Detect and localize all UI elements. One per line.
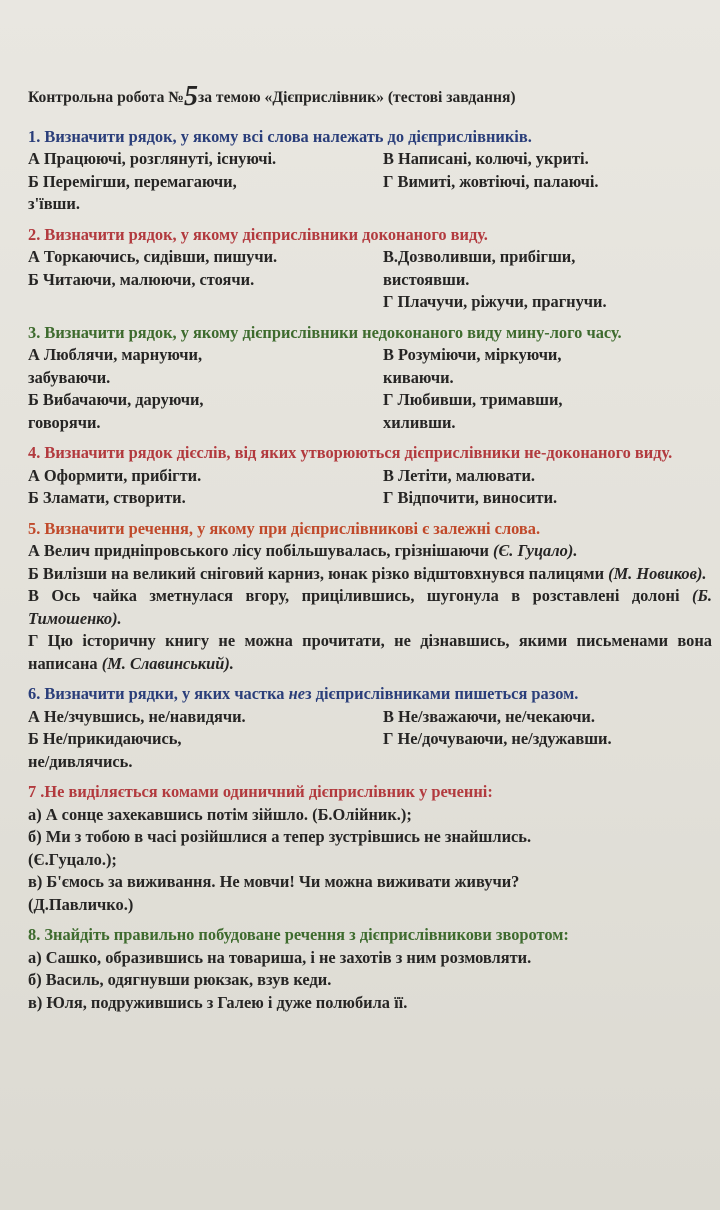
question-4 xyxy=(28,442,712,510)
sentence-author: (М. Новиков). xyxy=(608,563,707,583)
option-g: Г Вимиті, жовтіючі, палаючі. xyxy=(383,171,599,191)
sentence-g xyxy=(28,630,712,675)
option-b-cont: говорячи. xyxy=(28,412,101,432)
particle-ne: не xyxy=(288,684,305,703)
option-g: Г Любивши, тримавши, xyxy=(383,390,563,409)
question-3-options xyxy=(28,344,712,434)
option-v-cont: киваючи. xyxy=(383,367,454,387)
option-a: А Люблячи, марнуючи, xyxy=(28,345,203,364)
question-6-title xyxy=(28,683,712,706)
option-g-cont: хиливши. xyxy=(383,412,456,432)
option-b: Б Перемігши, перемагаючи, xyxy=(28,171,237,191)
question-2 xyxy=(28,224,712,314)
option-a: А Не/зчувшись, не/навидячи. xyxy=(28,706,246,726)
sentence-text: В Ось чайка зметнулася вгору, прицілившись, шугонула в розставлені долоні xyxy=(28,586,680,605)
item-b-cont: (Є.Гуцало.); xyxy=(28,849,117,869)
question-4-title: 4. Визначити рядок дієслів, від яких утворюються дієприслівники не-доконаного виду. xyxy=(28,443,673,462)
question-3 xyxy=(28,322,712,435)
option-a: А Торкаючись, сидівши, пишучи. xyxy=(28,247,278,266)
option-a: А Оформити, прибігти. xyxy=(28,465,202,485)
title-suffix: за темою «Дієприслівник» (тестові завдання) xyxy=(197,89,516,106)
option-b: Б Вибачаючи, даруючи, xyxy=(28,390,204,409)
test-document xyxy=(28,81,712,1022)
option-v: В Летіти, малювати. xyxy=(383,465,536,485)
option-b: Б Зламати, створити. xyxy=(28,488,186,507)
question-1-title: 1. Визначити рядок, у якому всі слова належать до дієприслівників. xyxy=(28,126,532,146)
option-v: В Не/зважаючи, не/чекаючи. xyxy=(383,706,595,726)
sentence-v xyxy=(28,585,712,630)
sentence-author: (Є. Гуцало). xyxy=(493,541,578,560)
option-g: Г Не/дочуваючи, не/здужавши. xyxy=(383,729,612,748)
document-title xyxy=(28,81,712,112)
question-1-options xyxy=(28,148,712,216)
item-a: а) А сонце захекавшись потім зійшло. (Б.Олійник.); xyxy=(28,804,412,824)
title-prefix: Контрольна робота № xyxy=(28,89,184,106)
sentence-a xyxy=(28,540,712,563)
sentence-text: Г Цю історичну книгу не можна прочитати, не дізнавшись, якими письменами вона написана xyxy=(28,631,712,673)
question-7 xyxy=(28,781,712,916)
sentence-author: (М. Славинський). xyxy=(101,653,234,673)
option-v: В Написані, колючі, укриті. xyxy=(383,149,589,168)
question-6 xyxy=(28,683,712,773)
item-a: а) Сашко, образившись на товариша, і не захотів з ним розмовляти. xyxy=(28,947,532,967)
option-v: В Розуміючи, міркуючи, xyxy=(383,345,562,364)
test-number: 5 xyxy=(183,81,198,112)
question-2-options xyxy=(28,246,712,314)
question-2-title: 2. Визначити рядок, у якому дієприслівники доконаного виду. xyxy=(28,224,488,244)
option-v-cont: вистоявши. xyxy=(383,269,470,289)
item-v-cont: (Д.Павличко.) xyxy=(28,894,134,914)
sentence-b xyxy=(28,563,712,586)
question-5-title: 5. Визначити речення, у якому при дієприслівникові є залежні слова. xyxy=(28,518,541,538)
question-3-title: 3. Визначити рядок, у якому дієприслівники недоконаного виду мину-лого часу. xyxy=(28,322,622,342)
question-8-title: 8. Знайдіть правильно побудоване речення з дієприслівникови зворотом: xyxy=(28,925,569,944)
option-g: Г Плачучи, ріжучи, прагнучи. xyxy=(383,292,607,311)
option-b-cont: з'ївши. xyxy=(28,194,80,213)
empty-cell xyxy=(28,291,383,314)
option-a-cont: забуваючи. xyxy=(28,367,111,387)
question-1 xyxy=(28,126,712,216)
empty-cell xyxy=(383,751,712,774)
option-g: Г Відпочити, виносити. xyxy=(383,488,558,507)
option-b: Б Читаючи, малюючи, стоячи. xyxy=(28,269,255,289)
title-part: 6. Визначити рядки, у яких частка xyxy=(28,684,285,703)
question-4-options xyxy=(28,465,712,510)
item-v: в) Юля, подружившись з Галею і дуже полюбила її. xyxy=(28,992,408,1012)
question-6-options xyxy=(28,706,712,774)
title-part: з дієприслівниками пишеться разом. xyxy=(304,684,579,703)
option-a: А Працюючі, розглянуті, існуючі. xyxy=(28,149,277,168)
option-b-cont: не/дивлячись. xyxy=(28,751,133,771)
sentence-text: Б Вилізши на великий сніговий карниз, юнак різко відштовхнувся палицями xyxy=(28,563,605,583)
empty-cell xyxy=(383,193,712,216)
question-8 xyxy=(28,924,712,1014)
sentence-author: (Б. Тимошенко). xyxy=(28,586,712,628)
option-v: В.Дозволивши, прибігши, xyxy=(383,247,576,266)
question-5 xyxy=(28,518,712,676)
item-v: в) Б'ємось за виживання. Не мовчи! Чи можна виживати живучи? xyxy=(28,872,520,891)
item-b: б) Василь, одягнувши рюкзак, взув кеди. xyxy=(28,970,332,989)
sentence-text: А Велич придніпровського лісу побільшувалась, грізнішаючи xyxy=(28,541,489,560)
question-7-title: 7 .Не виділяється комами одиничний дієприслівник у реченні: xyxy=(28,782,493,801)
option-b: Б Не/прикидаючись, xyxy=(28,729,182,748)
item-b: б) Ми з тобою в часі розійшлися а тепер зустрівшись не знайшлись. xyxy=(28,827,532,846)
